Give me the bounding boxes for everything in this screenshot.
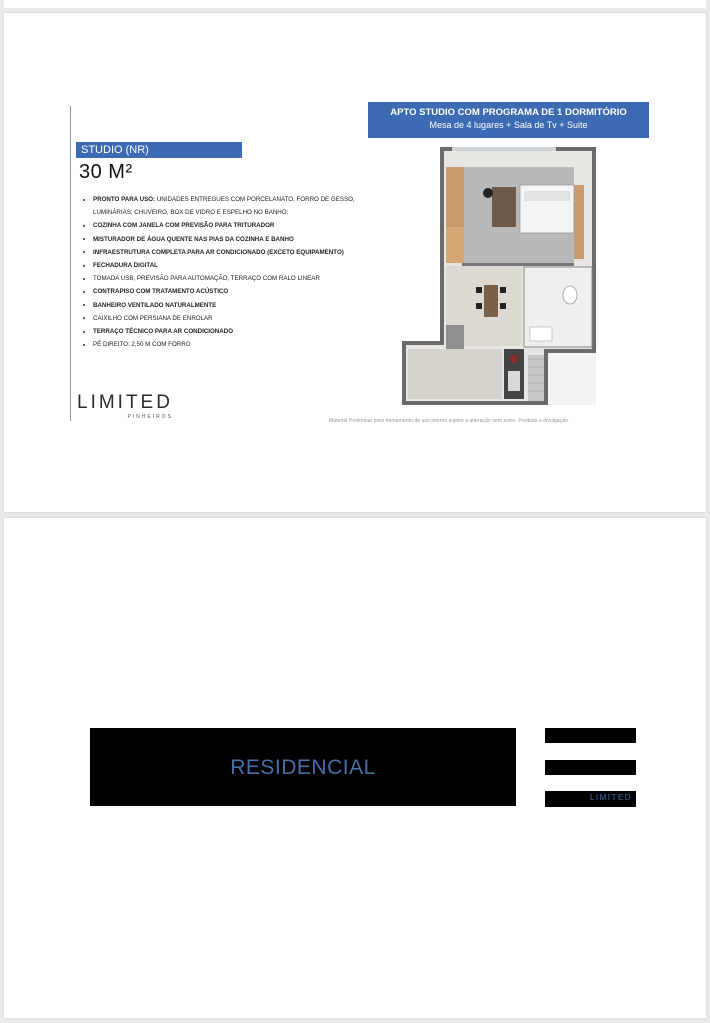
feature-item <box>80 299 370 312</box>
plan-title-line1: APTO STUDIO COM PROGRAMA DE 1 DORMITÓRIO <box>390 107 627 118</box>
feature-item <box>80 206 370 219</box>
decorative-stripe-2 <box>545 760 636 775</box>
previous-page-edge <box>4 0 706 8</box>
feature-text: TOMADA USB, PREVISÃO PARA AUTOMAÇÃO, TERRAÇO COM RALO LINEAR <box>93 275 320 283</box>
feature-bold: CONTRAPISO COM TRATAMENTO ACÚSTICO <box>93 288 229 296</box>
feature-item <box>80 312 370 325</box>
limited-logo <box>77 393 173 420</box>
feature-item <box>80 219 370 232</box>
feature-item <box>80 246 370 259</box>
feature-item <box>80 233 370 246</box>
feature-text: LUMINÁRIAS, CHUVEIRO, BOX DE VIDRO E ESPELHO NO BANHO; <box>93 209 289 217</box>
banner-title: RESIDENCIAL <box>230 756 376 779</box>
small-logo-stripe <box>545 791 636 807</box>
features-list <box>80 193 370 351</box>
feature-bold: MISTURADOR DE ÁGUA QUENTE NAS PIAS DA COZINHA E BANHO <box>93 235 294 243</box>
feature-item <box>80 338 370 351</box>
plan-title-line2: Mesa de 4 lugares + Sala de Tv + Suite <box>429 120 588 130</box>
feature-bold: INFRAESTRUTURA COMPLETA PARA AR CONDICIONADO (EXCETO EQUIPAMENTO) <box>93 248 344 256</box>
unit-type-badge: STUDIO (NR) <box>76 142 242 158</box>
residencial-banner <box>90 728 516 806</box>
feature-bold: BANHEIRO VENTILADO NATURALMENTE <box>93 301 217 309</box>
plan-title-box <box>368 102 649 138</box>
disclaimer-text: Material Preliminar para treinamento de uso interno sujeito a alteração sem aviso. Proibida a divulgação. <box>329 418 570 424</box>
unit-area: 30 M² <box>79 161 133 183</box>
feature-bold: FECHADURA DIGITAL <box>93 262 158 270</box>
feature-bold: PRONTO PARA USO: <box>93 196 156 203</box>
floor-plan-image <box>400 145 600 407</box>
logo-subtitle: PINHEIROS <box>127 414 173 420</box>
feature-bold: COZINHA COM JANELA COM PREVISÃO PARA TRITURADOR <box>93 222 275 230</box>
feature-item <box>80 259 370 272</box>
document-page-2 <box>4 518 706 1018</box>
feature-text: UNIDADES ENTREGUES COM PORCELANATO, FORRO DE GESSO, <box>155 196 355 203</box>
small-logo-text: LIMITED <box>589 793 632 802</box>
document-page-1 <box>4 13 706 512</box>
feature-text: CAIXILHO COM PERSIANA DE ENROLAR <box>93 314 213 322</box>
vertical-divider <box>70 106 71 421</box>
feature-text: PÉ DIREITO: 2,50 M COM FORRO <box>93 341 191 349</box>
feature-item <box>80 325 370 338</box>
feature-bold: TERRAÇO TÉCNICO PARA AR CONDICIONADO <box>93 328 234 336</box>
feature-item <box>80 285 370 298</box>
feature-item <box>80 193 370 206</box>
feature-item <box>80 272 370 285</box>
decorative-stripe-1 <box>545 728 636 743</box>
logo-wordmark: LIMITED <box>77 392 173 413</box>
